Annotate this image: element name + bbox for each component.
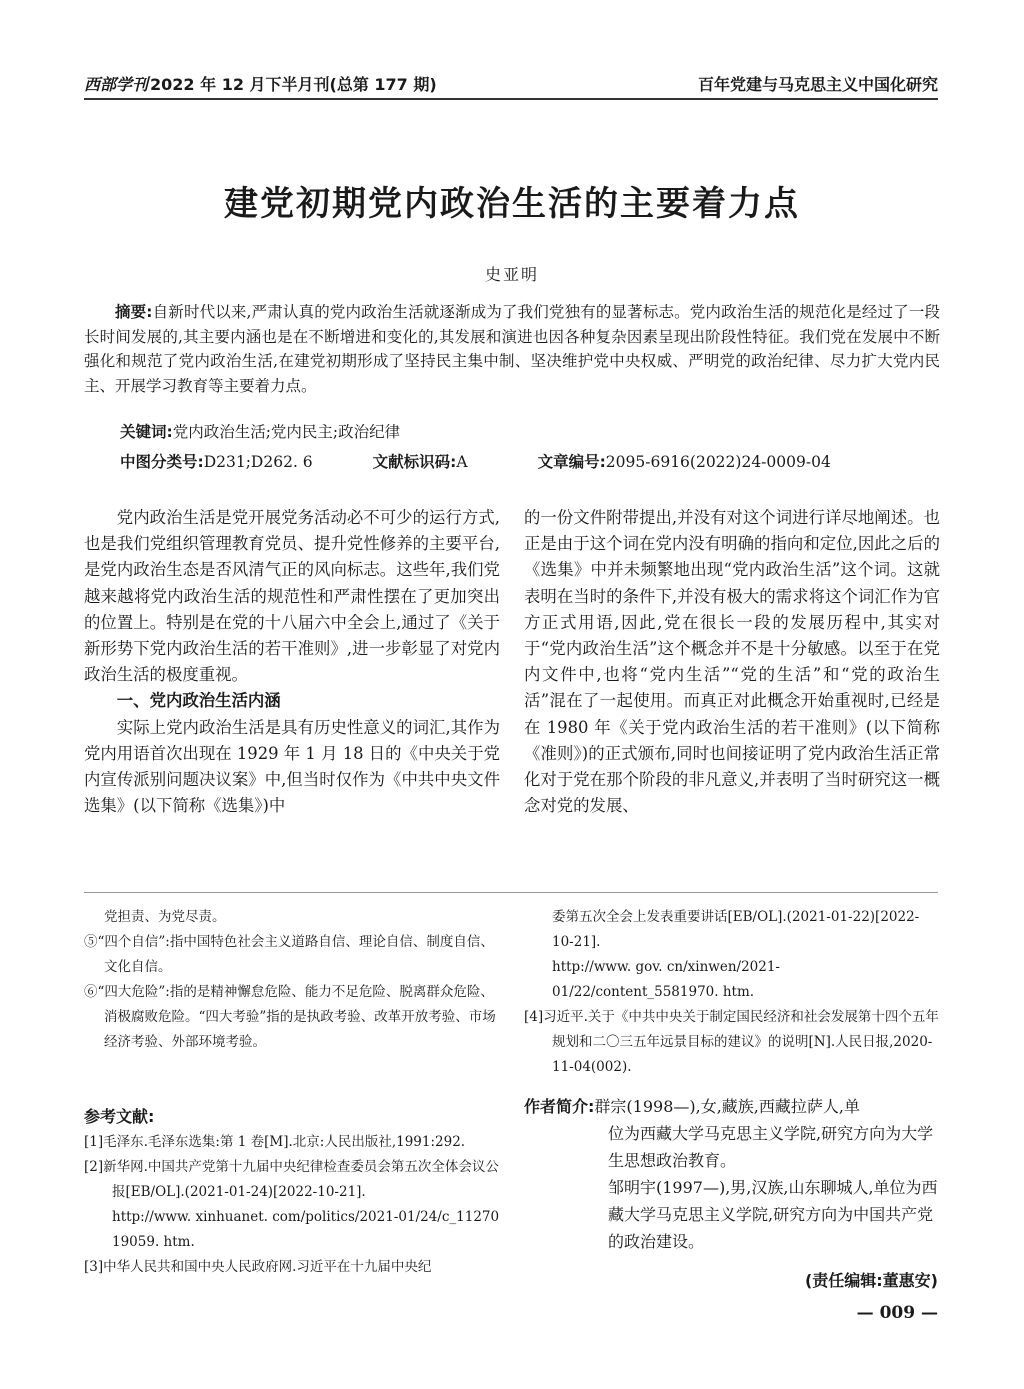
reference-url: http://www. xinhuanet. com/politics/2021-01/24/c_1127019059. htm.	[112, 1209, 500, 1250]
body-paragraph: 的一份文件附带提出,并没有对这个词进行详尽地阐述。也正是由于这个词在党内没有明确的指向和定位,因此之后的《选集》中并未频繁地出现“党内政治生活”这个词。这就表明在当时的条件下,并没有极大的需求将这个词汇作为官方正式用语,因此,党在很长一段的发展历程中,其实对于“党内政治生活”这个概念并不是十分敏感。以至于在党内文件中,也将“党内生活”“党的生活”和“党的政治生活”混在了一起使用。而真正对此概念开始重视时,已经是在 1980 年《关于党内政治生活的若干准则》(以下简称《准则》)的正式颁布,同时也间接证明了党内政治生活正常化对于党在那个阶段的非凡意义,并表明了当时研究这一概念对党的发展、	[524, 508, 940, 816]
reference-item: [4]习近平.关于《中共中央关于制定国民经济和社会发展第十四个五年规划和二〇三五年远景目标的建议》的说明[N].人民日报,2020-11-04(002).	[524, 1009, 939, 1075]
footnote-rule	[84, 892, 938, 893]
reference-url: http://www. gov. cn/xinwen/2021-01/22/content_5581970. htm.	[552, 959, 780, 1000]
reference-item: [3]中华人民共和国中央人民政府网.习近平在十九届中央纪	[84, 1259, 432, 1275]
body-paragraph: 党内政治生活是党开展党务活动必不可少的运行方式,也是我们党组织管理教育党员、提升党性修养的主要平台,是党内政治生态是否风清气正的风向标志。这些年,我们党越来越将党内政治生活的规范性和严肃性摆在了更加突出的位置上。特别是在党的十八届六中全会上,通过了《关于新形势下党内政治生活的若干准则》,进一步彰显了对党内政治生活的极度重视。	[84, 508, 500, 685]
running-header-left	[84, 72, 437, 95]
issue-info: 2022 年 12 月下半月刊(总第 177 期)	[150, 75, 437, 94]
running-header-right: 百年党建与马克思主义中国化研究	[697, 75, 938, 94]
abstract-text: 自新时代以来,严肃认真的党内政治生活就逐渐成为了我们党独有的显著标志。党内政治生活的规范化是经过了一段长时间发展的,其主要内涵也是在不断增进和变化的,其发展和演进也因各种复杂因素呈现出阶段性特征。我们党在发展中不断强化和规范了党内政治生活,在建党初期形成了坚持民主集中制、坚决维护党中央权威、严明党的政治纪律、尽力扩大党内民主、开展学习教育等主要着力点。	[84, 303, 940, 395]
abstract	[84, 300, 940, 398]
classification-line	[84, 450, 940, 472]
responsible-editor: (责任编辑:董惠安)	[804, 1271, 938, 1290]
clc-label: 中图分类号:	[120, 453, 204, 471]
body-column-right	[524, 505, 940, 819]
body-paragraph: 实际上党内政治生活是具有历史性意义的词汇,其作为党内用语首次出现在 1929 年 1 月 18 日的《中央关于党内宣传派别问题决议案》中,但当时仅作为《中共中央文件选集》(以下简称《选集》)中	[84, 717, 500, 816]
references-right	[524, 905, 940, 1080]
clc-value: D231;D262. 6	[203, 453, 313, 471]
page-number: — 009 —	[856, 1303, 938, 1323]
body-column-left	[84, 505, 500, 819]
article-number-label: 文章编号:	[537, 453, 606, 471]
keywords-label: 关键词:	[120, 423, 173, 441]
author-bio	[524, 1093, 940, 1255]
reference-item: [2]新华网.中国共产党第十九届中央纪律检查委员会第五次全体会议公报[EB/OL].(2021-01-24)[2022-10-21].	[84, 1159, 499, 1200]
reference-item: [1]毛泽东.毛泽东选集:第 1 卷[M].北京:人民出版社,1991:292.	[84, 1134, 466, 1150]
references-heading: 参考文献:	[84, 1107, 155, 1126]
header-rule	[84, 98, 938, 100]
references-left	[84, 1130, 504, 1280]
section-heading: 一、党内政治生活内涵	[116, 691, 281, 711]
bio-author1-first: 群宗(1998—),女,藏族,西藏拉萨人,单	[594, 1097, 860, 1116]
endnotes	[84, 905, 504, 1055]
abstract-label: 摘要:	[115, 303, 153, 321]
article-number-value: 2095-6916(2022)24-0009-04	[605, 453, 831, 471]
journal-logo: 西部学刊	[84, 75, 149, 94]
note-item: ⑥“四大危险”:指的是精神懈怠危险、能力不足危险、脱离群众危险、消极腐败危险。“四大考验”指的是执政考验、改革开放考验、市场经济考验、外部环境考验。	[84, 984, 496, 1050]
bio-author2: 邹明宇(1997—),男,汉族,山东聊城人,单位为西藏大学马克思主义学院,研究方向为中国共产党的政治建设。	[608, 1178, 938, 1251]
author-name: 史亚明	[484, 265, 539, 284]
note-continuation: 党担责、为党尽责。	[104, 909, 226, 925]
doc-code-label: 文献标识码:	[372, 453, 457, 471]
bio-author1-rest: 位为西藏大学马克思主义学院,研究方向为大学生思想政治教育。	[608, 1124, 934, 1170]
doc-code-value: A	[456, 453, 468, 471]
article-title: 建党初期党内政治生活的主要着力点	[224, 184, 800, 224]
bio-label: 作者简介:	[524, 1097, 595, 1116]
reference-continuation: 委第五次全会上发表重要讲话[EB/OL].(2021-01-22)[2022-10-21].	[552, 909, 920, 950]
note-item: ⑤“四个自信”:指中国特色社会主义道路自信、理论自信、制度自信、文化自信。	[84, 934, 494, 975]
keywords-text: 党内政治生活;党内民主;政治纪律	[172, 423, 401, 441]
keywords	[84, 420, 400, 442]
